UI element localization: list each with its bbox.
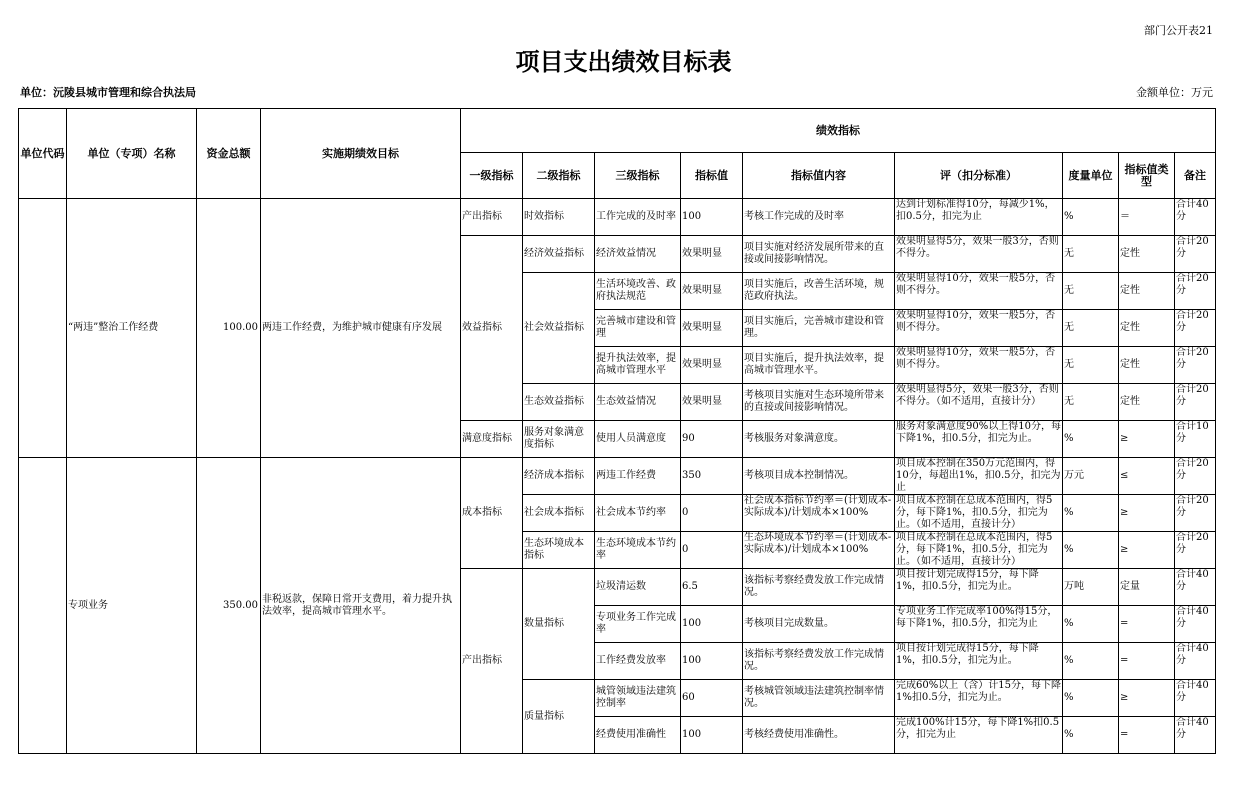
- content-cell: 考核项目成本控制情况。: [743, 458, 895, 495]
- value-cell: 60: [681, 680, 743, 717]
- value-cell: 90: [681, 421, 743, 458]
- note-cell: 合计20分: [1175, 347, 1216, 384]
- type-cell: 定性: [1119, 310, 1175, 347]
- level3-cell: 工作经费发放率: [595, 643, 681, 680]
- score-cell: 服务对象满意度90%以上得10分，每下降1%，扣0.5分，扣完为止。: [895, 421, 1063, 458]
- type-cell: 定量: [1119, 569, 1175, 606]
- note-cell: 合计40分: [1175, 643, 1216, 680]
- content-cell: 项目实施后，完善城市建设和管理。: [743, 310, 895, 347]
- measure-cell: %: [1063, 532, 1119, 569]
- level2-cell: 服务对象满意度指标: [523, 421, 595, 458]
- table-row: [19, 199, 1216, 236]
- page-title: 项目支出绩效目标表: [515, 48, 732, 76]
- type-cell: 定性: [1119, 347, 1175, 384]
- header-score: 评（扣分标准）: [895, 153, 1063, 199]
- header-level2: 二级指标: [523, 153, 595, 199]
- score-cell: 效果明显得10分，效果一般5分，否则不得分。: [895, 310, 1063, 347]
- content-cell: 考核服务对象满意度。: [743, 421, 895, 458]
- level2-cell: 社会成本指标: [523, 495, 595, 532]
- value-cell: 6.5: [681, 569, 743, 606]
- measure-cell: 无: [1063, 236, 1119, 273]
- level1-cell: 效益指标: [461, 236, 523, 421]
- level2-cell: 经济效益指标: [523, 236, 595, 273]
- level3-cell: 完善城市建设和管理: [595, 310, 681, 347]
- value-cell: 100: [681, 717, 743, 754]
- level3-cell: 生活环境改善、政府执法规范: [595, 273, 681, 310]
- level1-cell: 成本指标: [461, 458, 523, 569]
- header-goal: 实施期绩效目标: [261, 109, 461, 199]
- content-cell: 考核城管领域违法建筑控制率情况。: [743, 680, 895, 717]
- project-name: “两违”整治工作经费: [67, 199, 197, 458]
- value-cell: 效果明显: [681, 384, 743, 421]
- level2-cell: 生态效益指标: [523, 384, 595, 421]
- level2-cell: 质量指标: [523, 680, 595, 754]
- score-cell: 达到计划标准得10分，每减少1%，扣0.5分，扣完为止: [895, 199, 1063, 236]
- content-cell: 考核经费使用准确性。: [743, 717, 895, 754]
- header-content: 指标值内容: [743, 153, 895, 199]
- note-cell: 合计40分: [1175, 680, 1216, 717]
- score-cell: 项目成本控制在总成本范围内，得5分，每下降1%，扣0.5分，扣完为止。（如不适用，直接计分）: [895, 495, 1063, 532]
- header-measure: 度量单位: [1063, 153, 1119, 199]
- value-cell: 0: [681, 532, 743, 569]
- level2-cell: 数量指标: [523, 569, 595, 680]
- type-cell: ≥: [1119, 495, 1175, 532]
- score-cell: 专项业务工作完成率100%得15分，每下降1%，扣0.5分，扣完为止: [895, 606, 1063, 643]
- unit-code-cell: [19, 458, 67, 754]
- score-cell: 项目成本控制在总成本范围内，得5分，每下降1%，扣0.5分，扣完为止。（如不适用，直接计分）: [895, 532, 1063, 569]
- level1-cell: 产出指标: [461, 569, 523, 754]
- header-performance-indicators: 绩效指标: [461, 109, 1216, 153]
- unit-code-cell: [19, 199, 67, 458]
- header-type: 指标值类型: [1119, 153, 1175, 199]
- content-cell: 项目实施对经济发展所带来的直接或间接影响情况。: [743, 236, 895, 273]
- score-cell: 项目成本控制在350万元范围内，得10分，每超出1%，扣0.5分，扣完为止: [896, 458, 1061, 493]
- project-name: 专项业务: [67, 458, 197, 754]
- score-cell: 效果明显得10分，效果一般5分，否则不得分。: [895, 273, 1063, 310]
- level3-cell: 社会成本节约率: [595, 495, 681, 532]
- content-cell: 考核项目完成数量。: [743, 606, 895, 643]
- type-cell: ≥: [1119, 680, 1175, 717]
- value-cell: 效果明显: [681, 310, 743, 347]
- measure-cell: 万吨: [1063, 569, 1119, 606]
- score-cell: 项目按计划完成得15分，每下降1%，扣0.5分，扣完为止。: [895, 643, 1063, 680]
- value-cell: 100: [681, 606, 743, 643]
- level3-cell: 提升执法效率，提高城市管理水平: [595, 347, 681, 384]
- level1-cell: 满意度指标: [461, 421, 523, 458]
- value-cell: 0: [681, 495, 743, 532]
- level2-cell: 时效指标: [523, 199, 595, 236]
- measure-cell: 万元: [1063, 458, 1119, 495]
- content-cell: 社会成本指标节约率＝(计划成本-实际成本)/计划成本×100%: [743, 495, 895, 532]
- header-amount: 资金总额: [197, 109, 261, 199]
- level2-cell: 生态环境成本指标: [523, 532, 595, 569]
- score-cell: 完成100%计15分，每下降1%扣0.5分，扣完为止: [895, 717, 1063, 754]
- note-cell: 合计20分: [1175, 310, 1216, 347]
- type-cell: 定性: [1119, 273, 1175, 310]
- header-name: 单位（专项）名称: [67, 109, 197, 199]
- note-cell: 合计40分: [1175, 717, 1216, 754]
- level3-cell: 生态环境成本节约率: [595, 532, 681, 569]
- level2-cell: 经济成本指标: [523, 458, 595, 495]
- type-cell: ≥: [1119, 532, 1175, 569]
- measure-cell: %: [1063, 717, 1119, 754]
- content-cell: 考核工作完成的及时率: [743, 199, 895, 236]
- header-level3: 三级指标: [595, 153, 681, 199]
- measure-cell: 无: [1063, 310, 1119, 347]
- value-cell: 效果明显: [681, 273, 743, 310]
- score-cell: 项目按计划完成得15分，每下降1%，扣0.5分，扣完为止。: [895, 569, 1063, 606]
- measure-cell: %: [1063, 606, 1119, 643]
- type-cell: =: [1119, 606, 1175, 643]
- level3-cell: 生态效益情况: [595, 384, 681, 421]
- type-cell: =: [1119, 643, 1175, 680]
- level3-cell: 经济效益情况: [595, 236, 681, 273]
- content-cell: 该指标考察经费发放工作完成情况。: [743, 643, 895, 680]
- score-cell: 完成60%以上（含）计15分，每下降1%扣0.5分，扣完为止。: [895, 680, 1063, 717]
- header-note: 备注: [1175, 153, 1216, 199]
- score-cell: 效果明显得10分，效果一般5分，否则不得分。: [895, 347, 1063, 384]
- note-cell: 合计20分: [1175, 384, 1216, 421]
- level3-cell: 经费使用准确性: [595, 717, 681, 754]
- header-level1: 一级指标: [461, 153, 523, 199]
- project-goal: 两违工作经费，为维护城市健康有序发展: [261, 199, 461, 458]
- level3-cell: 城管领域违法建筑控制率: [595, 680, 681, 717]
- measure-cell: 无: [1063, 384, 1119, 421]
- type-cell: 定性: [1119, 236, 1175, 273]
- content-cell: 项目实施后，改善生活环境，规范政府执法。: [743, 273, 895, 310]
- note-cell: 合计40分: [1175, 606, 1216, 643]
- money-unit-label: 金额单位：万元: [1136, 86, 1213, 99]
- score-cell: 效果明显得5分，效果一般3分，否则不得分。（如不适用，直接计分）: [895, 384, 1063, 421]
- measure-cell: 无: [1063, 273, 1119, 310]
- measure-cell: %: [1063, 199, 1119, 236]
- type-cell: ≥: [1119, 421, 1175, 458]
- note-cell: 合计20分: [1175, 273, 1216, 310]
- measure-cell: %: [1063, 680, 1119, 717]
- form-code: 部门公开表21: [1144, 24, 1213, 37]
- project-amount: 100.00: [197, 199, 261, 458]
- content-cell: 项目实施后，提升执法效率，提高城市管理水平。: [743, 347, 895, 384]
- level3-cell: 垃圾清运数: [595, 569, 681, 606]
- note-cell: 合计20分: [1175, 532, 1216, 569]
- note-cell: 合计20分: [1175, 458, 1216, 495]
- note-cell: 合计40分: [1175, 569, 1216, 606]
- note-cell: 合计20分: [1175, 236, 1216, 273]
- level3-cell: 专项业务工作完成率: [595, 606, 681, 643]
- value-cell: 效果明显: [681, 347, 743, 384]
- level3-cell: 使用人员满意度: [595, 421, 681, 458]
- note-cell: 合计10分: [1175, 421, 1216, 458]
- score-cell: 效果明显得5分，效果一般3分，否则不得分。: [895, 236, 1063, 273]
- project-amount: 350.00: [197, 458, 261, 754]
- performance-table: [18, 108, 1216, 754]
- content-cell: 考核项目实施对生态环境所带来的直接或间接影响情况。: [743, 384, 895, 421]
- level3-cell: 两违工作经费: [595, 458, 681, 495]
- content-cell: 生态环境成本节约率＝(计划成本-实际成本)/计划成本×100%: [743, 532, 895, 569]
- measure-cell: %: [1063, 495, 1119, 532]
- note-cell: 合计20分: [1175, 495, 1216, 532]
- note-cell: 合计40分: [1175, 199, 1216, 236]
- measure-cell: 无: [1063, 347, 1119, 384]
- value-cell: 100: [681, 199, 743, 236]
- type-cell: ≤: [1119, 458, 1175, 495]
- project-goal: 非税返款，保障日常开支费用，着力提升执法效率，提高城市管理水平。: [261, 458, 461, 754]
- value-cell: 100: [681, 643, 743, 680]
- header-unit-code: 单位代码: [19, 109, 67, 199]
- value-cell: 效果明显: [681, 236, 743, 273]
- level3-cell: 工作完成的及时率: [595, 199, 681, 236]
- measure-cell: %: [1063, 421, 1119, 458]
- type-cell: ＝: [1119, 199, 1175, 236]
- unit-label: 单位：沅陵县城市管理和综合执法局: [20, 86, 196, 99]
- type-cell: =: [1119, 717, 1175, 754]
- measure-cell: %: [1063, 643, 1119, 680]
- header-value: 指标值: [681, 153, 743, 199]
- level1-cell: 产出指标: [461, 199, 523, 236]
- content-cell: 该指标考察经费发放工作完成情况。: [743, 569, 895, 606]
- level2-cell: 社会效益指标: [523, 273, 595, 384]
- type-cell: 定性: [1119, 384, 1175, 421]
- table-row: [19, 458, 1216, 495]
- value-cell: 350: [681, 458, 743, 495]
